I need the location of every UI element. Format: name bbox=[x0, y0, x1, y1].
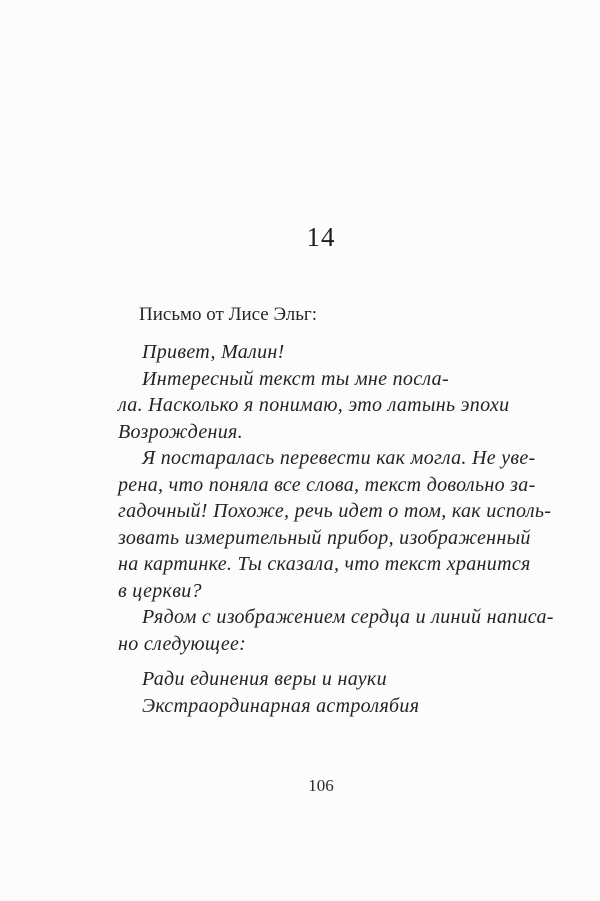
letter-line: рена, что поняла все слова, текст довольно за- bbox=[118, 473, 536, 496]
letter-line: в церкви? bbox=[118, 579, 202, 602]
letter-line: но следующее: bbox=[118, 632, 247, 655]
letter-line: ла. Насколько я понимаю, это латынь эпохи bbox=[118, 394, 510, 416]
letter-quote bbox=[118, 666, 538, 720]
page-number: 106 bbox=[308, 776, 334, 795]
letter-line: Возрождения. bbox=[118, 420, 243, 443]
letter-line: на картинке. Ты сказала, что текст хранится bbox=[118, 553, 531, 575]
letter-line: Привет, Малин! bbox=[142, 341, 285, 363]
letter-line: Я постаралась перевести как могла. Не уве- bbox=[142, 447, 536, 469]
letter-line: Рядом с изображением сердца и линий написа- bbox=[142, 606, 554, 628]
letter-body bbox=[118, 339, 554, 657]
letter-line: Интересный текст ты мне посла- bbox=[142, 367, 449, 390]
letter-line: гадочный! Похоже, речь идет о том, как исполь- bbox=[118, 500, 552, 522]
quote-line: Экстраординарная астролябия bbox=[142, 695, 420, 717]
quote-line: Ради единения веры и науки bbox=[142, 668, 387, 690]
letter-line: зовать измерительный прибор, изображенный bbox=[118, 526, 531, 549]
letter-intro: Письмо от Лисе Эльг: bbox=[139, 304, 317, 325]
chapter-number: 14 bbox=[306, 222, 336, 252]
